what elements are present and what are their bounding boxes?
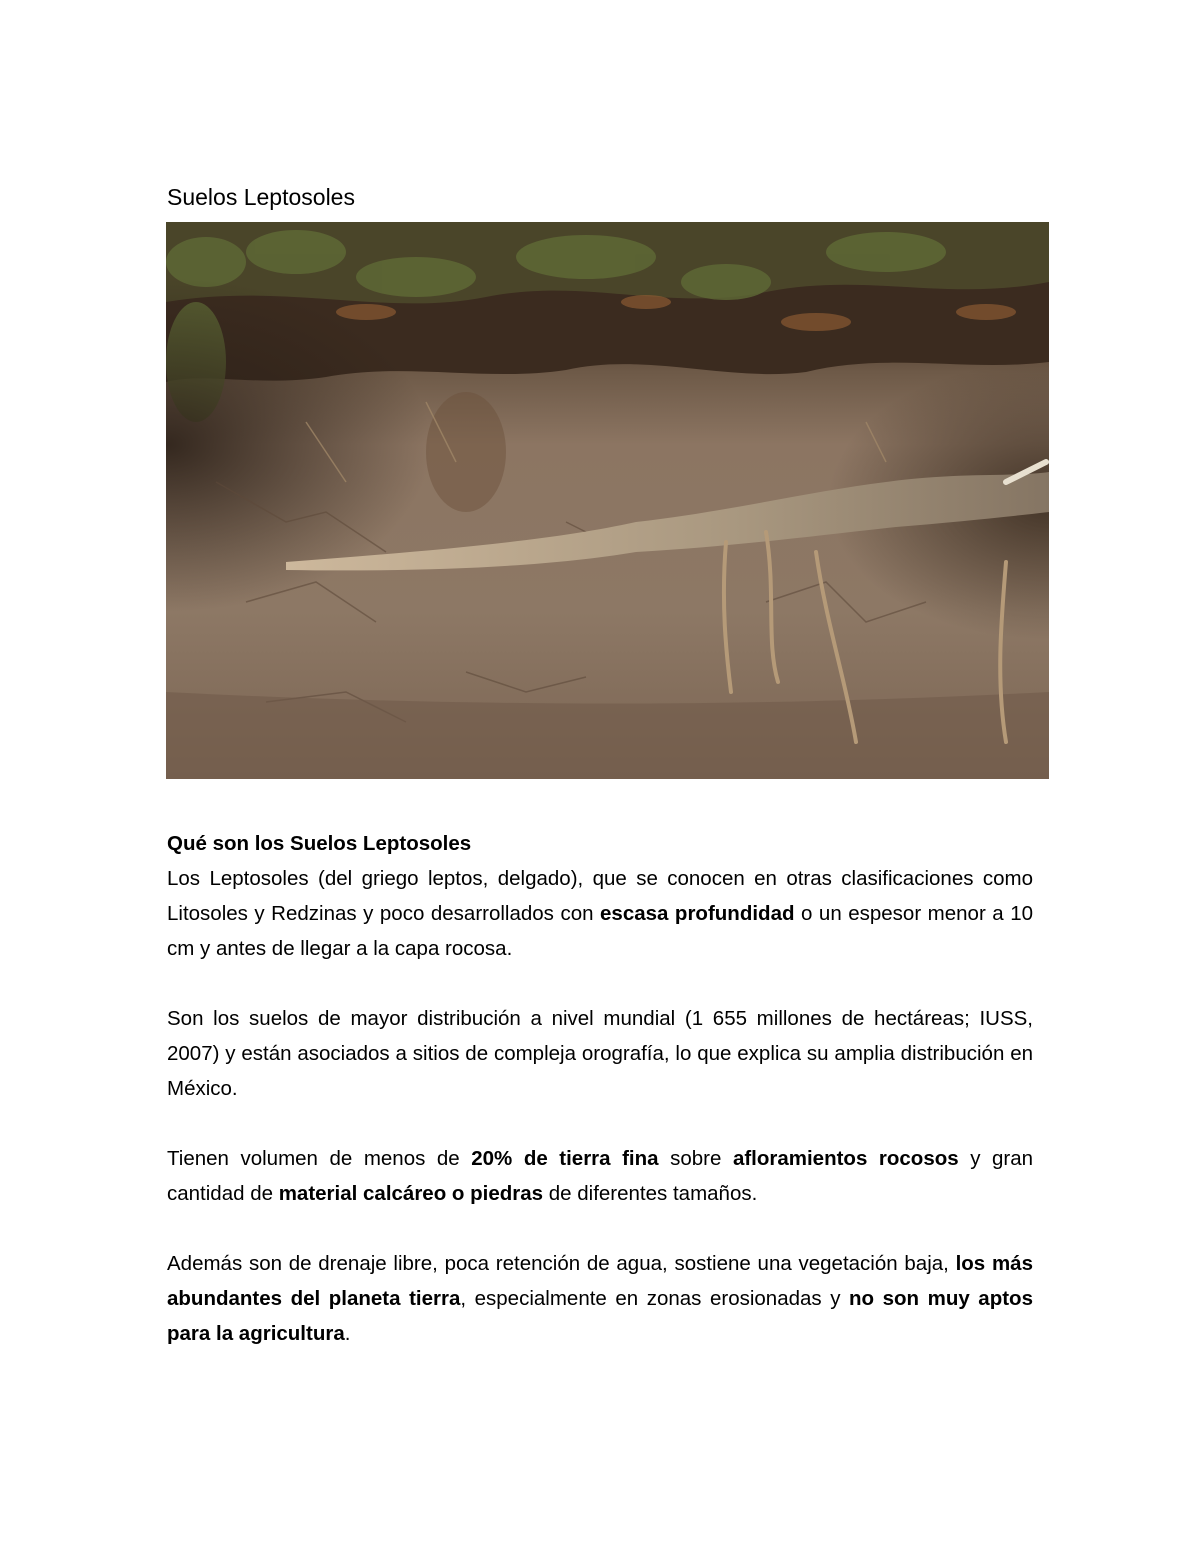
- paragraph-3: [167, 1141, 1033, 1211]
- emphasis-text: material calcáreo o piedras: [278, 1182, 544, 1205]
- soil-profile-photo: [166, 222, 1049, 779]
- paragraph-1: [167, 861, 1033, 966]
- paragraph-text: .: [344, 1322, 351, 1345]
- paragraph-text: sobre: [658, 1147, 733, 1170]
- page-title: Suelos Leptosoles: [167, 184, 355, 210]
- paragraph-text: de diferentes tamaños.: [543, 1182, 758, 1205]
- paragraph-text: Los Leptosoles (del griego leptos, delgado), que se conocen en otras clasificaciones como Litosoles y Redzinas y poco desarrollados con: [167, 867, 1033, 925]
- paragraph-2: [167, 1001, 1033, 1106]
- emphasis-text: escasa profundidad: [600, 902, 795, 925]
- emphasis-text: los más abundantes del planeta tierra: [167, 1252, 1033, 1310]
- paragraph-4: [167, 1246, 1033, 1351]
- emphasis-text: no son muy aptos para la agricultura: [167, 1287, 1033, 1345]
- paragraph-text: o un espesor menor a 10 cm y antes de llegar a la capa rocosa.: [167, 902, 1033, 960]
- paragraph-text: , especialmente en zonas erosionadas y: [460, 1287, 850, 1310]
- paragraph-text: Tienen volumen de menos de: [167, 1147, 472, 1170]
- section-heading: Qué son los Suelos Leptosoles: [167, 832, 472, 855]
- paragraph-text: y gran cantidad de: [167, 1147, 1034, 1205]
- emphasis-text: 20% de tierra fina: [471, 1147, 659, 1170]
- emphasis-text: afloramientos rocosos: [732, 1147, 959, 1170]
- paragraph-text: Además son de drenaje libre, poca retención de agua, sostiene una vegetación baja,: [167, 1252, 956, 1275]
- document-body: [167, 826, 1033, 1351]
- paragraph-text: Son los suelos de mayor distribución a nivel mundial (1 655 millones de hectáreas; IUSS, 2007) y están asociados a sitios de compleja orografía, lo que explica su amplia distribución en México.: [167, 1007, 1033, 1100]
